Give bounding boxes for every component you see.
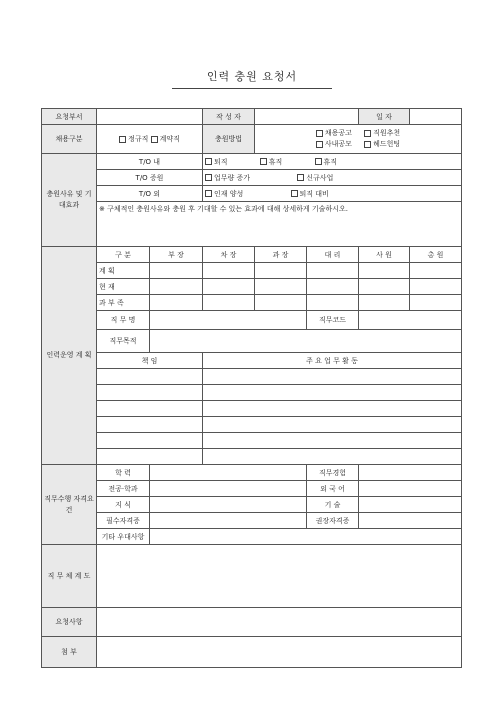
duty-field[interactable] (97, 401, 203, 417)
writer-field[interactable] (255, 109, 359, 125)
activity-field[interactable] (203, 401, 462, 417)
request-label: 요청사항 (42, 608, 97, 637)
table-row (42, 385, 462, 401)
writer-label: 작 성 자 (203, 109, 255, 125)
table-row (42, 295, 462, 311)
checkbox-retire-prep[interactable]: 퇴직 대비 (291, 190, 329, 198)
checkbox-leave-2[interactable]: 휴직 (315, 158, 338, 166)
plan-header-total: 총 원 (410, 247, 462, 263)
plan-cell[interactable] (203, 263, 255, 279)
job-name-field[interactable] (150, 311, 307, 330)
reason-note: ※ 구체적인 충원사유와 충원 후 기대할 수 있는 효과에 대해 상세하게 기술하시오. (99, 205, 348, 213)
plan-header-staff: 사 원 (359, 247, 410, 263)
duty-field[interactable] (97, 369, 203, 385)
recommended-cert-field[interactable] (359, 513, 462, 529)
activity-field[interactable] (203, 369, 462, 385)
plan-header-manager: 과 장 (255, 247, 307, 263)
duty-field[interactable] (97, 417, 203, 433)
job-code-field[interactable] (359, 311, 462, 330)
language-label: 외 국 어 (307, 481, 359, 497)
etc-pref-label: 기타 우대사항 (97, 529, 150, 545)
plan-row-label: 과 부 족 (97, 295, 150, 311)
checkbox-referral[interactable]: 직원추천 (364, 129, 400, 137)
checkbox-internal[interactable]: 사내공모 (316, 140, 352, 148)
plan-cell[interactable] (203, 279, 255, 295)
hire-type-options (97, 125, 203, 154)
plan-cell[interactable] (410, 295, 462, 311)
plan-cell[interactable] (307, 263, 359, 279)
date-label: 일 자 (359, 109, 410, 125)
career-label: 직무경험 (307, 465, 359, 481)
request-field[interactable] (97, 608, 462, 637)
qualification-label: 직무수행 자격요건 (42, 465, 97, 545)
checkbox-workload[interactable]: 업무량 증가 (205, 174, 250, 182)
etc-pref-field[interactable] (150, 529, 462, 545)
knowledge-label: 지 식 (97, 497, 150, 513)
checkbox-icon (315, 158, 322, 165)
plan-row-label: 계 획 (97, 263, 150, 279)
checkbox-icon (316, 130, 323, 137)
checkbox-retire[interactable]: 퇴직 (205, 158, 228, 166)
plan-header-category: 구 분 (97, 247, 150, 263)
attach-label: 첨 부 (42, 637, 97, 668)
fill-method-label: 충원방법 (203, 125, 255, 154)
career-field[interactable] (359, 465, 462, 481)
checkbox-icon (205, 158, 212, 165)
job-purpose-field[interactable] (150, 330, 462, 353)
to-in-label: T/O 내 (97, 154, 203, 170)
table-row (42, 417, 462, 433)
dept-label: 요청부서 (42, 109, 97, 125)
checkbox-icon (364, 141, 371, 148)
plan-header-deputy: 차 장 (203, 247, 255, 263)
table-row (42, 279, 462, 295)
activity-label: 주 요 업 무 활 동 (203, 353, 462, 369)
required-cert-field[interactable] (150, 513, 307, 529)
checkbox-icon (119, 136, 126, 143)
request-form (41, 108, 462, 668)
plan-header-assistant: 대 리 (307, 247, 359, 263)
table-row (42, 449, 462, 465)
duty-label: 책 임 (97, 353, 203, 369)
job-system-field[interactable] (97, 545, 462, 608)
major-label: 전공·학과 (97, 481, 150, 497)
skill-field[interactable] (359, 497, 462, 513)
checkbox-leave[interactable]: 휴직 (260, 158, 283, 166)
edu-label: 학 력 (97, 465, 150, 481)
plan-cell[interactable] (203, 295, 255, 311)
checkbox-icon (205, 174, 212, 181)
title-underline (172, 88, 332, 89)
job-purpose-label: 직무목적 (97, 330, 150, 353)
checkbox-contract[interactable]: 계약직 (151, 135, 180, 143)
checkbox-new-business[interactable]: 신규사업 (297, 174, 333, 182)
dept-field[interactable] (97, 109, 203, 125)
required-cert-label: 필수자격증 (97, 513, 150, 529)
plan-row-label: 현 재 (97, 279, 150, 295)
plan-cell[interactable] (359, 279, 410, 295)
plan-cell[interactable] (307, 279, 359, 295)
plan-cell[interactable] (359, 295, 410, 311)
duty-field[interactable] (97, 449, 203, 465)
knowledge-field[interactable] (150, 497, 307, 513)
job-code-label: 직무코드 (307, 311, 359, 330)
major-field[interactable] (150, 481, 307, 497)
to-out-options (203, 186, 462, 202)
plan-cell[interactable] (150, 263, 203, 279)
checkbox-icon (316, 141, 323, 148)
plan-cell[interactable] (255, 295, 307, 311)
plan-cell[interactable] (255, 279, 307, 295)
plan-cell[interactable] (410, 263, 462, 279)
to-out-label: T/O 외 (97, 186, 203, 202)
table-row (42, 401, 462, 417)
checkbox-icon (151, 136, 158, 143)
to-increase-label: T/O 증원 (97, 170, 203, 186)
skill-label: 기 술 (307, 497, 359, 513)
attach-field[interactable] (97, 637, 462, 668)
job-name-label: 직 무 명 (97, 311, 150, 330)
to-in-options (203, 154, 462, 170)
plan-header-director: 부 장 (150, 247, 203, 263)
checkbox-icon (297, 174, 304, 181)
hire-type-label: 채용구분 (42, 125, 97, 154)
job-system-label: 직 무 체 계 도 (42, 545, 97, 608)
checkbox-icon (205, 190, 212, 197)
activity-field[interactable] (203, 385, 462, 401)
language-field[interactable] (359, 481, 462, 497)
activity-field[interactable] (203, 433, 462, 449)
activity-field[interactable] (203, 449, 462, 465)
plan-label: 인력운영 계 획 (42, 247, 97, 465)
plan-cell[interactable] (255, 263, 307, 279)
reason-note-field[interactable] (97, 202, 462, 247)
checkbox-icon (364, 130, 371, 137)
checkbox-job-posting[interactable]: 채용공고 (316, 129, 352, 137)
recommended-cert-label: 권장자격증 (307, 513, 359, 529)
to-increase-options (203, 170, 462, 186)
table-row (42, 263, 462, 279)
date-field[interactable] (410, 109, 462, 125)
duty-field[interactable] (97, 433, 203, 449)
reason-label: 충원사유 및 기대효과 (42, 154, 97, 247)
checkbox-icon (291, 190, 298, 197)
fill-method-options (255, 125, 462, 154)
duty-field[interactable] (97, 385, 203, 401)
activity-field[interactable] (203, 417, 462, 433)
checkbox-talent[interactable]: 인재 양성 (205, 190, 243, 198)
plan-cell[interactable] (307, 295, 359, 311)
page-title: 인력 충원 요청서 (206, 70, 298, 83)
table-row (42, 369, 462, 385)
table-row (42, 433, 462, 449)
checkbox-headhunting[interactable]: 헤드헌팅 (364, 140, 400, 148)
checkbox-permanent[interactable]: 정규직 (119, 135, 148, 143)
plan-cell[interactable] (359, 263, 410, 279)
checkbox-icon (260, 158, 267, 165)
edu-field[interactable] (150, 465, 307, 481)
plan-cell[interactable] (410, 279, 462, 295)
plan-cell[interactable] (150, 279, 203, 295)
plan-cell[interactable] (150, 295, 203, 311)
